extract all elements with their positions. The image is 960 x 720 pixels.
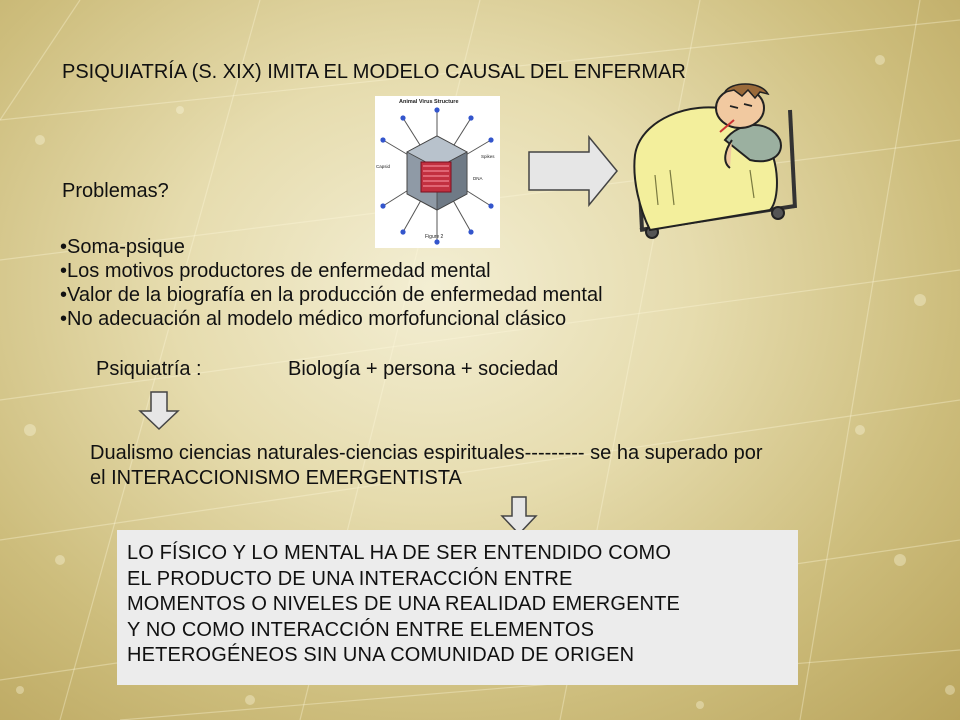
virus-label-dna: DNA bbox=[473, 176, 483, 181]
dualism-text: Dualismo ciencias naturales-ciencias espirituales--------- se ha superado por el INTERACCIONISMO EMERGENTISTA bbox=[90, 442, 763, 489]
conclusion-line: LO FÍSICO Y LO MENTAL HA DE SER ENTENDIDO COMO bbox=[127, 542, 672, 564]
virus-figure-caption: Figure 2 bbox=[425, 234, 444, 240]
right-arrow-icon bbox=[527, 135, 619, 207]
conclusion-line: HETEROGÉNEOS SIN UNA COMUNIDAD DE ORIGEN bbox=[127, 644, 635, 666]
conclusion-box bbox=[117, 530, 798, 685]
sick-person-in-bed-illustration bbox=[630, 80, 810, 240]
down-arrow-icon bbox=[134, 391, 184, 431]
conclusion-line: EL PRODUCTO DE UNA INTERACCIÓN ENTRE bbox=[127, 567, 573, 590]
problems-list bbox=[60, 235, 603, 331]
bullet-item: • Los motivos productores de enfermedad mental bbox=[60, 259, 603, 283]
psychiatry-label: Psiquiatría : bbox=[96, 358, 202, 380]
slide-title: PSIQUIATRÍA (S. XIX) IMITA EL MODELO CAUSAL DEL ENFERMAR bbox=[62, 61, 686, 83]
problems-heading: Problemas? bbox=[62, 180, 169, 202]
virus-structure-figure bbox=[375, 96, 500, 248]
virus-label-spikes: Spikes bbox=[481, 154, 495, 159]
virus-figure-title: Animal Virus Structure bbox=[399, 99, 459, 105]
bullet-item: • Soma-psique bbox=[60, 235, 603, 259]
conclusion-line: MOMENTOS O NIVELES DE UNA REALIDAD EMERGENTE bbox=[127, 593, 681, 615]
conclusion-line: Y NO COMO INTERACCIÓN ENTRE ELEMENTOS bbox=[127, 618, 595, 641]
bullet-item: • Valor de la biografía en la producción de enfermedad mental bbox=[60, 283, 603, 307]
psychiatry-formula: Biología + persona + sociedad bbox=[288, 358, 559, 380]
virus-label-capsid: Capsid bbox=[376, 164, 391, 169]
bullet-item: • No adecuación al modelo médico morfofuncional clásico bbox=[60, 307, 603, 331]
